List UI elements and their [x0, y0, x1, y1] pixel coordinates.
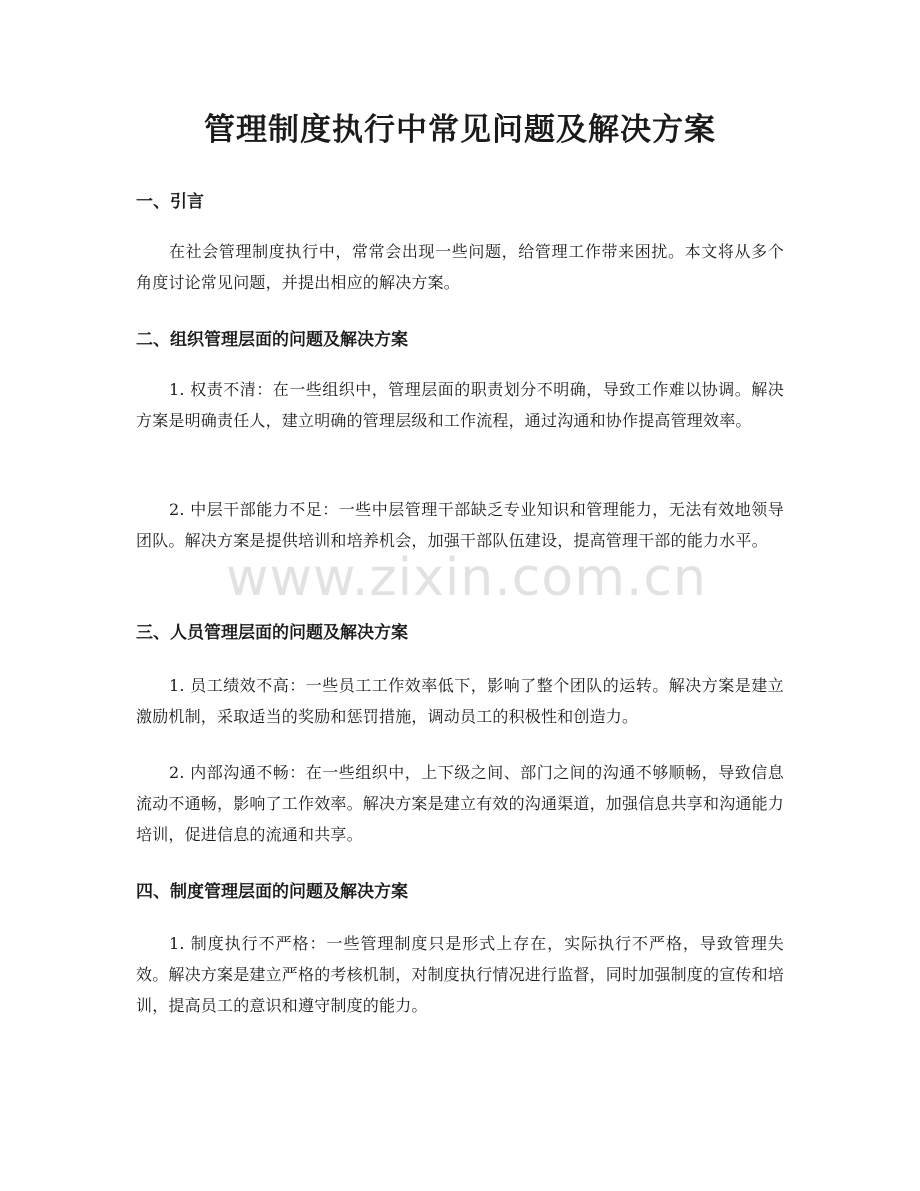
paragraph-personnel-1: 1. 员工绩效不高：一些员工工作效率低下，影响了整个团队的运转。解决方案是建立激励机制，采取适当的奖励和惩罚措施，调动员工的积极性和创造力。 — [136, 676, 784, 726]
paragraph-system-1: 1. 制度执行不严格：一些管理制度只是形式上存在，实际执行不严格，导致管理失效。解决方案是建立严格的考核机制，对制度执行情况进行监督，同时加强制度的宣传和培训，提高员工的意识和遵守制度的能力。 — [136, 934, 785, 1015]
page-title: 管理制度执行中常见问题及解决方案 — [204, 112, 716, 148]
paragraph-personnel-2: 2. 内部沟通不畅：在一些组织中，上下级之间、部门之间的沟通不够顺畅，导致信息流动不通畅，影响了工作效率。解决方案是建立有效的沟通渠道，加强信息共享和沟通能力培训，促进信息的流通和共享。 — [136, 763, 785, 844]
section-heading-organization: 二、组织管理层面的问题及解决方案 — [136, 330, 408, 350]
paragraph-org-2: 2. 中层干部能力不足：一些中层管理干部缺乏专业知识和管理能力，无法有效地领导团队。解决方案是提供培训和培养机会，加强干部队伍建设，提高管理干部的能力水平。 — [136, 500, 784, 550]
watermark: www.zixin.com.cn — [226, 548, 707, 608]
section-heading-personnel: 三、人员管理层面的问题及解决方案 — [136, 623, 408, 643]
paragraph-intro: 在社会管理制度执行中，常常会出现一些问题，给管理工作带来困扰。本文将从多个角度讨论常见问题，并提出相应的解决方案。 — [136, 242, 784, 292]
paragraph-org-1: 1. 权责不清：在一些组织中，管理层面的职责划分不明确，导致工作难以协调。解决方案是明确责任人，建立明确的管理层级和工作流程，通过沟通和协作提高管理效率。 — [136, 380, 784, 430]
section-heading-system: 四、制度管理层面的问题及解决方案 — [136, 882, 408, 902]
section-heading-intro: 一、引言 — [136, 192, 204, 212]
